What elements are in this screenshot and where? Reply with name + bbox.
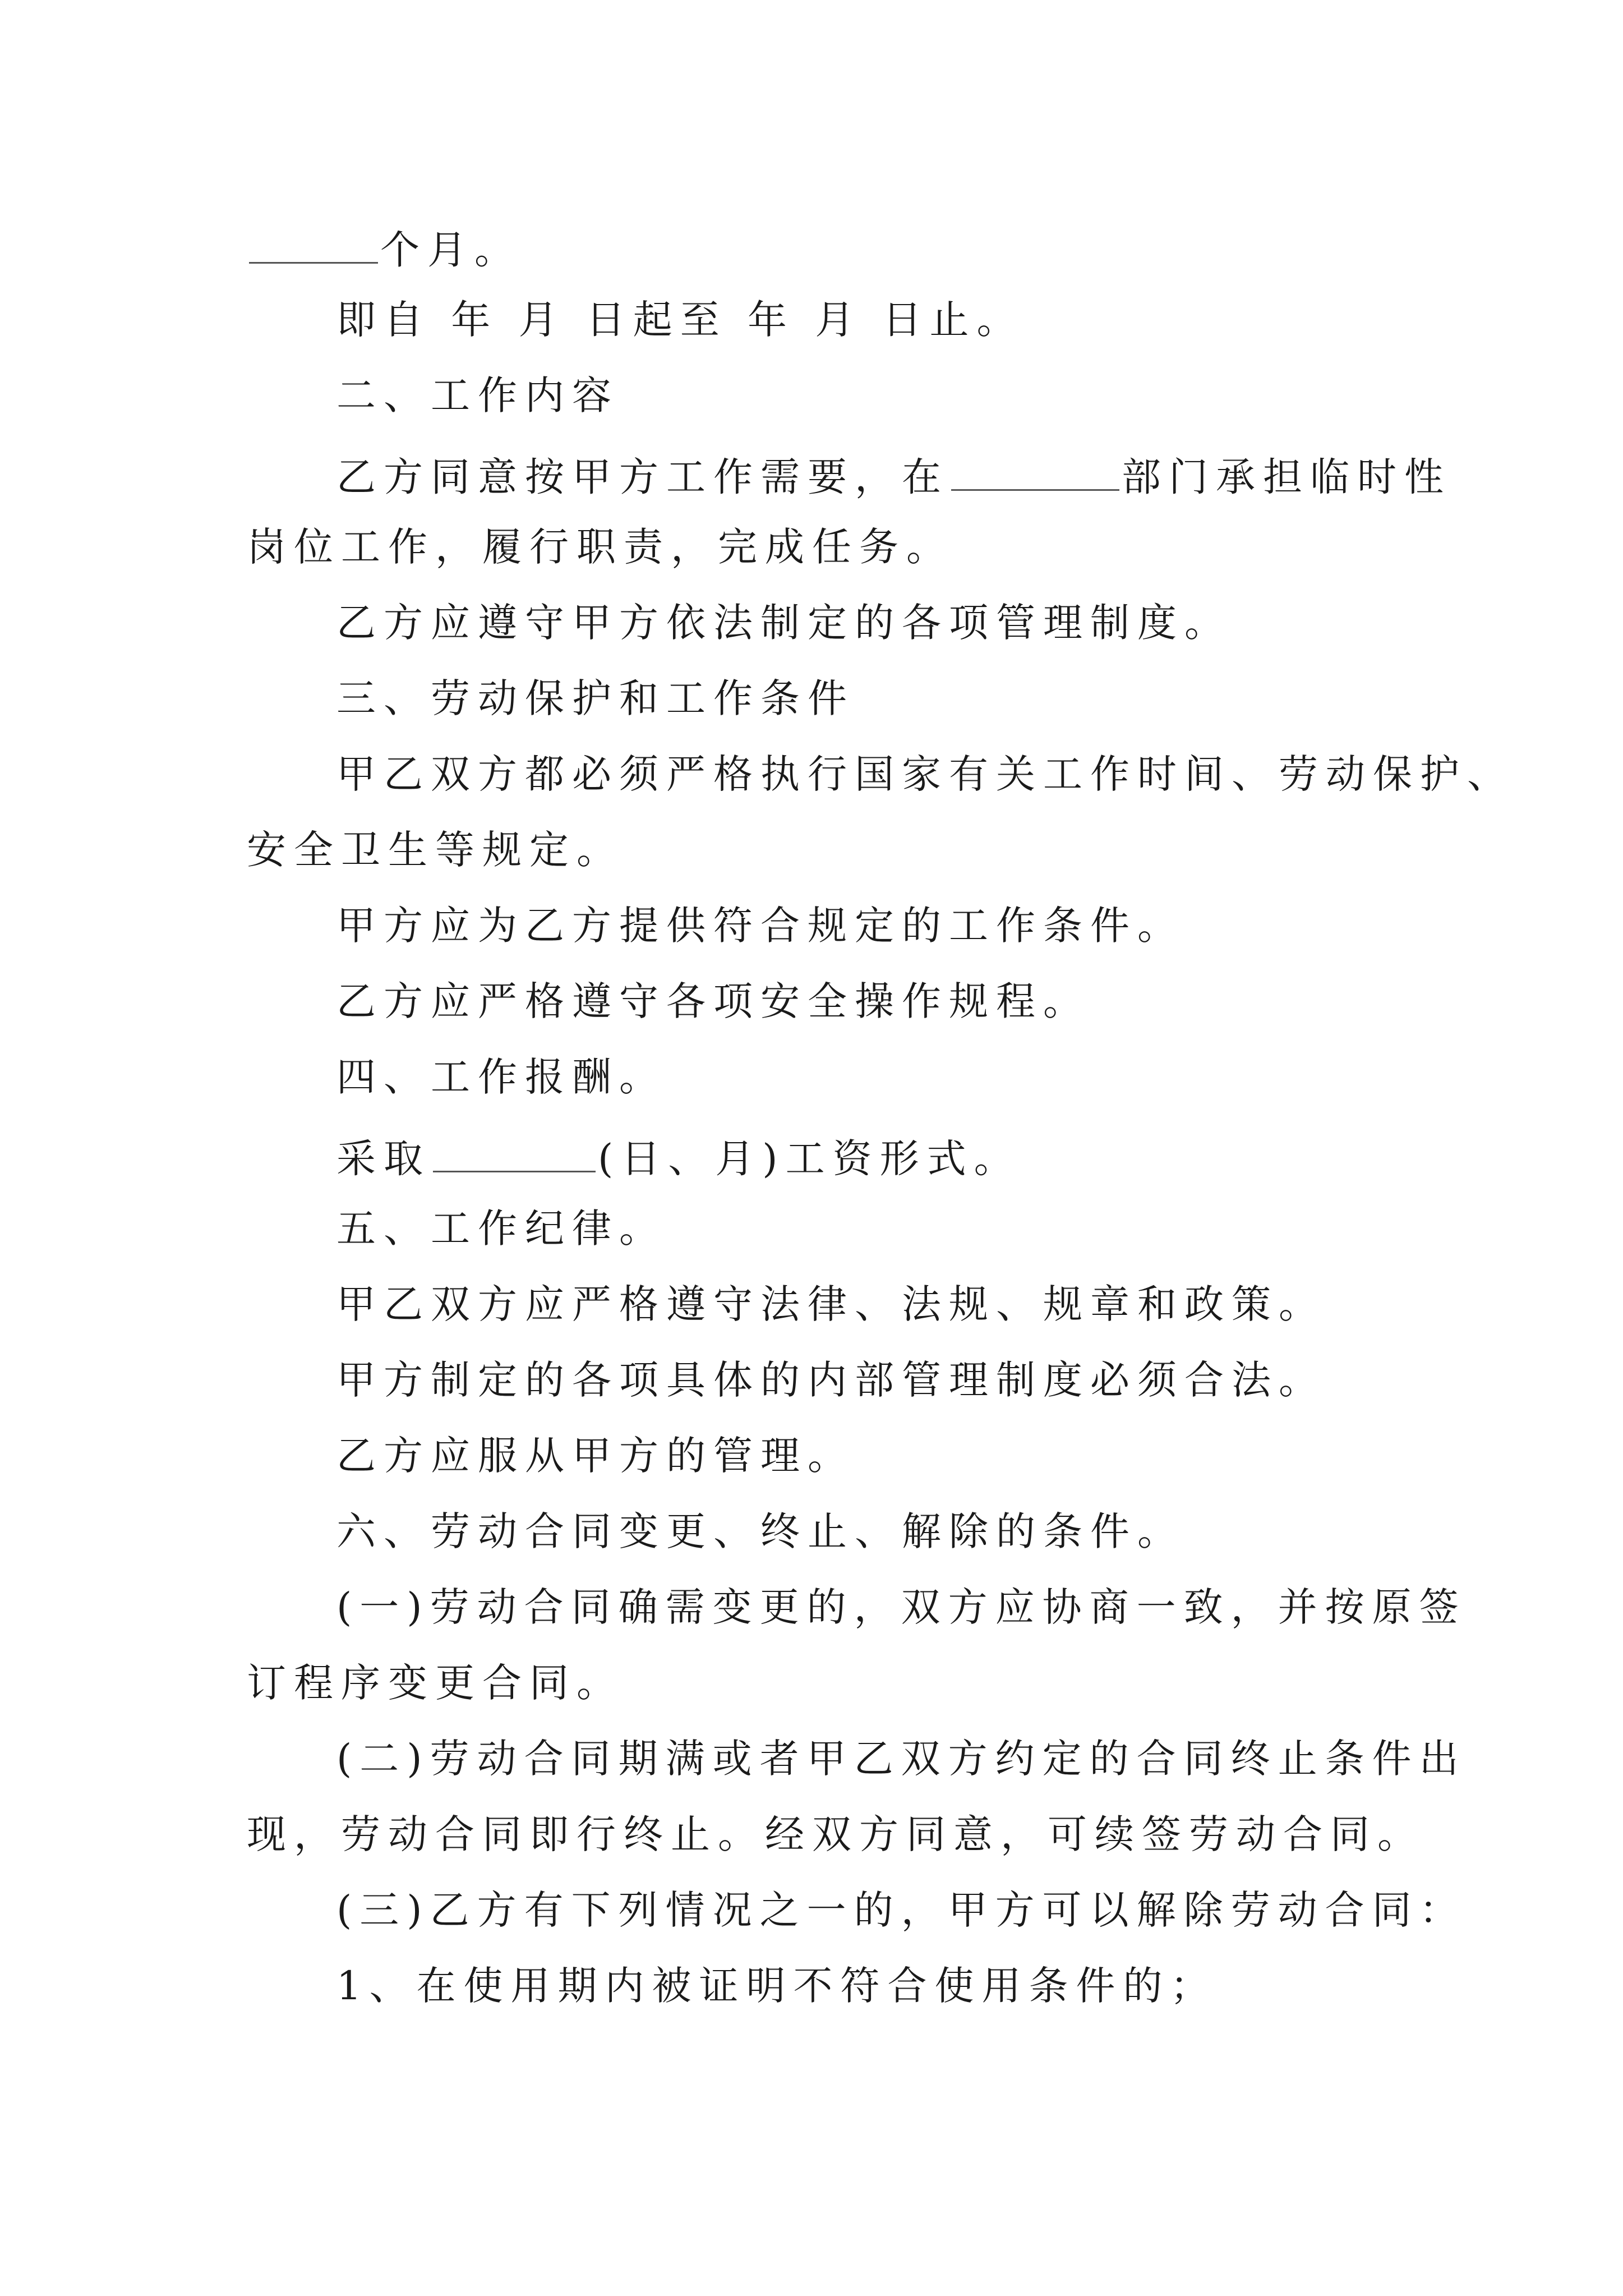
clause-2-cont: 现，劳动合同即行终止。经双方同意，可续签劳动合同。	[247, 1811, 1424, 1857]
work-content-pre: 乙方同意按甲方工作需要，在	[336, 454, 949, 500]
section-heading-3: 三、劳动保护和工作条件	[336, 675, 855, 721]
clause-3-item-1: 1、在使用期内被证明不符合使用条件的；	[336, 1963, 1218, 2009]
section-heading-5: 五、工作纪律。	[336, 1205, 666, 1251]
wage-form-post: (日、月)工资形式。	[598, 1135, 1021, 1182]
clause-2-line: (二)劳动合同期满或者甲乙双方约定的合同终止条件出	[336, 1736, 1467, 1782]
discipline-line-1: 甲乙双方应严格遵守法律、法规、规章和政策。	[336, 1281, 1326, 1327]
work-content-line	[336, 452, 1451, 500]
protection-line: 甲乙双方都必须严格执行国家有关工作时间、劳动保护、	[336, 751, 1514, 797]
section-heading-6: 六、劳动合同变更、终止、解除的条件。	[336, 1508, 1184, 1554]
rules-line: 乙方应遵守甲方依法制定的各项管理制度。	[336, 600, 1232, 646]
wage-form-pre: 采取	[336, 1135, 431, 1182]
work-content-cont: 岗位工作，履行职责，完成任务。	[247, 524, 953, 570]
safety-line: 乙方应严格遵守各项安全操作规程。	[336, 978, 1090, 1024]
discipline-line-3: 乙方应服从甲方的管理。	[336, 1433, 855, 1479]
wage-blank	[433, 1133, 596, 1172]
work-content-post: 部门承担临时性	[1122, 454, 1451, 500]
term-months-line	[247, 224, 522, 273]
clause-3-line: (三)乙方有下列情况之一的，甲方可以解除劳动合同：	[336, 1887, 1467, 1933]
months-blank	[249, 224, 378, 264]
conditions-line: 甲方应为乙方提供符合规定的工作条件。	[336, 903, 1184, 949]
clause-1-cont: 订程序变更合同。	[247, 1660, 624, 1706]
clause-1-line: (一)劳动合同确需变更的，双方应协商一致，并按原签	[336, 1584, 1467, 1630]
term-months-text: 个月。	[380, 227, 522, 273]
section-heading-4: 四、工作报酬。	[336, 1054, 666, 1100]
wage-form-line	[336, 1133, 1021, 1182]
protection-cont: 安全卫生等规定。	[247, 827, 624, 873]
date-range-line: 即自 年 月 日起至 年 月 日止。	[336, 297, 1024, 343]
section-heading-2: 二、工作内容	[336, 372, 619, 418]
department-blank	[951, 452, 1119, 491]
discipline-line-2: 甲方制定的各项具体的内部管理制度必须合法。	[336, 1357, 1326, 1403]
